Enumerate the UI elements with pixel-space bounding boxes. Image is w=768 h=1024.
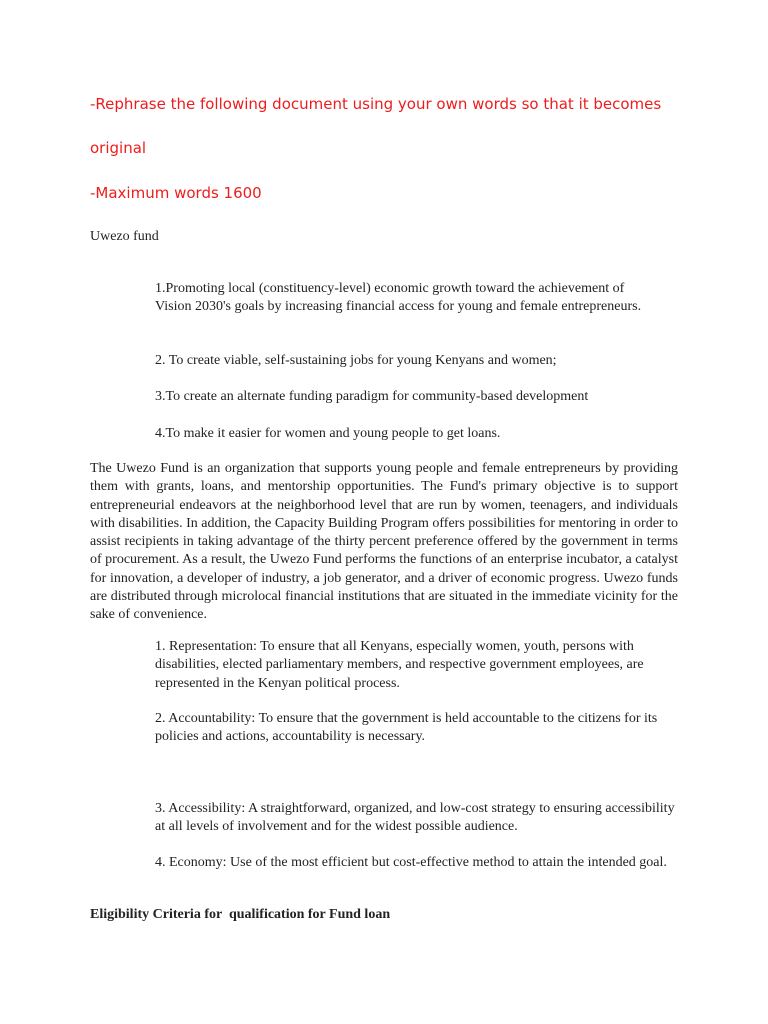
principle-item: 1. Representation: To ensure that all Kenyans, especially women, youth, persons with disabilities, elected parliamentary members, and respective government employees, are represented in the Kenyan political process. [155, 639, 644, 691]
instruction-original: original [90, 139, 147, 157]
principle-item: 3. Accessibility: A straightforward, organized, and low-cost strategy to ensuring accessibility at all levels of involvement and for the widest possible audience. [155, 801, 675, 835]
objective-item: 1.Promoting local (constituency-level) economic growth toward the achievement of Vision 2030's goals by increasing financial access for young and female entrepreneurs. [155, 281, 642, 315]
instruction-max-words: -Maximum words 1600 [90, 184, 262, 202]
objective-item: 4.To make it easier for women and young people to get loans. [155, 426, 501, 441]
principle-item: 2. Accountability: To ensure that the government is held accountable to the citizens for its policies and actions, accountability is necessary. [155, 711, 658, 745]
objective-item: 3.To create an alternate funding paradigm for community-based development [155, 389, 589, 404]
section-heading-eligibility: Eligibility Criteria for qualification for Fund loan [90, 907, 391, 922]
body-paragraph: The Uwezo Fund is an organization that supports young people and female entrepreneurs by providing them with grants, loans, and mentorship opportunities. The Fund's primary objective is to support entrepreneurial endeavors at the neighborhood level that are run by women, teenagers, and individuals with disabilities. In addition, the Capacity Building Program offers possibilities for mentoring in order to assist recipients in taking advantage of the thirty percent preference offered by the government in terms of procurement. As a result, the Uwezo Fund performs the functions of an enterprise incubator, a catalyst for innovation, a developer of industry, a job generator, and a driver of economic progress. Uwezo funds are distributed through microlocal financial institutions that are situated in the immediate vicinity for the sake of convenience. [90, 461, 678, 623]
instruction-rephrase: -Rephrase the following document using your own words so that it becomes [90, 95, 662, 113]
principle-item: 4. Economy: Use of the most efficient but cost-effective method to attain the intended goal. [155, 855, 667, 870]
objective-item: 2. To create viable, self-sustaining jobs for young Kenyans and women; [155, 353, 557, 368]
document-title: Uwezo fund [90, 229, 159, 244]
